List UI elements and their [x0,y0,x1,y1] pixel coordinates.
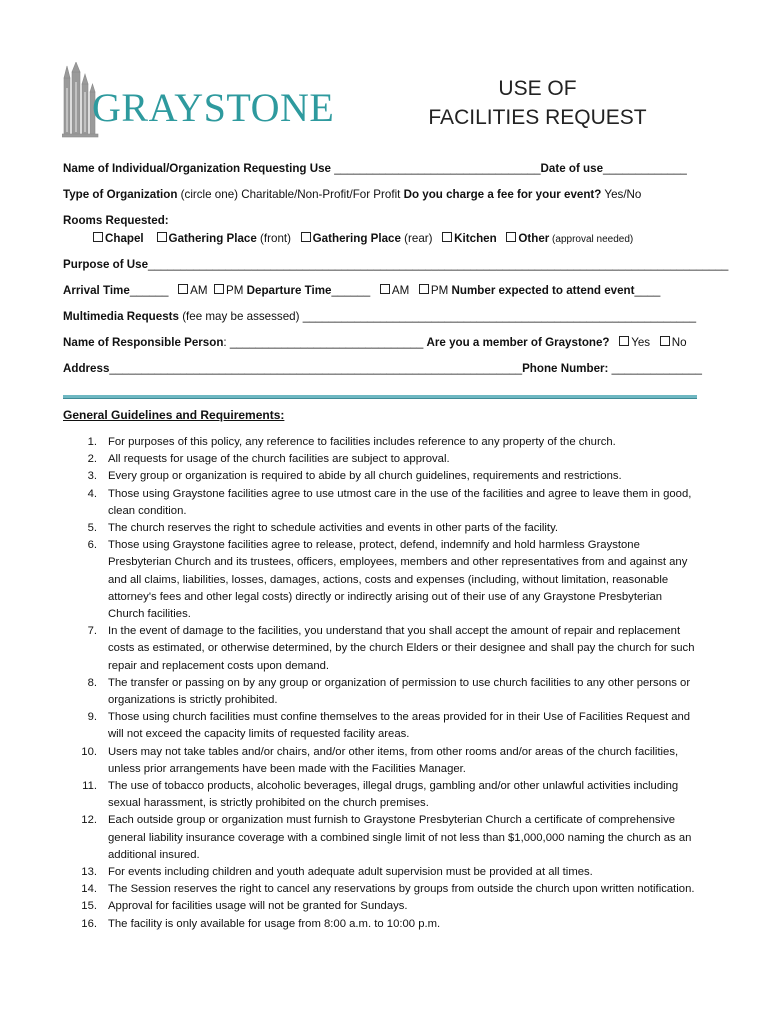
departure-pm-checkbox[interactable] [419,284,429,294]
guideline-text: The church reserves the right to schedule activities and events in other parts of the facility. [108,522,559,535]
kitchen-label: Kitchen [454,232,497,245]
guideline-text: All requests for usage of the church facilities are subject to approval. [108,453,450,466]
guideline-text: Users may not take tables and/or chairs, and/or other items, from other rooms and/or areas of the church facilities, unless prior arrangements have been made with the Facilities Manager. [108,745,679,775]
guideline-text: The transfer or passing on by any group or organization of permission to use church facilities to any other persons or organizations is strictly prohibited. [108,676,691,707]
guideline-item [63,520,699,537]
guideline-text: For events including children and youth adequate adult supervision must be provided at all times. [108,866,593,879]
chapel-label: Chapel [105,232,144,245]
chapel-checkbox[interactable] [93,232,103,242]
departure-am-checkbox[interactable] [380,284,390,294]
guideline-item [63,434,699,451]
guideline-number: 14. [81,883,97,896]
date-label: Date of use [540,162,604,175]
guideline-text: The facility is only available for usage from 8:00 a.m. to 10:00 p.m. [108,917,441,930]
purpose-label: Purpose of Use [63,258,149,271]
date-field[interactable]: _____________ [603,162,687,175]
guideline-text: The Session reserves the right to cancel any reservations by groups from outside the church upon written notification. [108,883,695,896]
multimedia-note: (fee may be assessed) [178,310,303,323]
time-row [63,284,660,297]
guideline-item [63,864,699,881]
guideline-item [63,744,699,778]
guideline-item [63,916,699,933]
guideline-number: 10. [81,745,97,758]
arrival-label: Arrival Time [63,284,130,297]
arrival-am-checkbox[interactable] [178,284,188,294]
address-field[interactable]: ________________________________________________________________ [109,362,523,375]
departure-label: Departure Time [246,284,332,297]
page-title [400,74,675,132]
guideline-number: 4. [87,487,97,500]
responsible-field[interactable]: : ______________________________ [223,336,427,349]
phone-field[interactable]: ______________ [611,362,702,375]
type-row [63,188,641,201]
other-label: Other [518,232,550,245]
guideline-item [63,675,699,709]
guideline-text: Those using Graystone facilities agree to release, protect, defend, indemnify and hold harmless Graystone Presbyterian Church and its trustees, officers, employees, members and other representatives from and against any and all claims, liabilities, losses, damages, actions, costs and expenses (including, without limitation, reasonable attorney's fees and other legal costs) directly or indirectly arising out of their use of any Graystone Presbyterian Church facilities. [108,539,688,621]
departure-field[interactable]: ______ [331,284,371,297]
name-field[interactable]: ________________________________ [330,162,541,175]
departure-am-label: AM [391,284,410,297]
arrival-pm-checkbox[interactable] [214,284,224,294]
guideline-number: 11. [82,780,97,793]
guideline-number: 3. [87,470,97,483]
fee-options[interactable]: Yes/No [601,188,642,201]
guideline-number: 1. [87,436,97,448]
arrival-field[interactable]: ______ [129,284,169,297]
gathering-front-note: (front) [256,232,291,245]
multimedia-row [63,310,696,323]
multimedia-label: Multimedia Requests [63,310,179,323]
guideline-item [63,623,699,675]
departure-pm-label: PM [430,284,449,297]
guideline-item [63,709,699,743]
responsible-row [63,336,687,349]
section-divider [63,395,697,399]
rooms-label: Rooms Requested: [63,214,169,227]
gathering-front-checkbox[interactable] [157,232,167,242]
guideline-number: 6. [87,539,97,552]
guideline-number: 13. [81,866,97,879]
responsible-label: Name of Responsible Person [63,336,224,349]
guideline-number: 2. [87,453,97,466]
guideline-text: Each outside group or organization must furnish to Graystone Presbyterian Church a certificate of comprehensive general liability insurance coverage with a combined single limit of not less than $1,000,000 naming the church as an additional insured. [108,814,692,861]
guideline-number: 8. [87,676,97,689]
member-no-checkbox[interactable] [660,336,670,346]
rooms-row [93,232,633,245]
guideline-text: Those using Graystone facilities agree to use utmost care in the use of the facilities and agree to leave them in good, clean condition. [108,487,692,517]
multimedia-field[interactable]: _____________________________________________________________ [302,310,697,323]
address-row [63,362,702,375]
logo-wordmark: GRAYSTONE [92,85,335,130]
guideline-number: 7. [87,625,97,638]
gathering-front-label: Gathering Place [168,232,257,245]
guideline-number: 15. [81,900,97,913]
guideline-number: 5. [87,522,97,535]
member-no-label: No [671,336,687,349]
arrival-am-label: AM [190,284,208,297]
guideline-item [63,898,699,915]
attend-label: Number expected to attend event [451,284,635,297]
guideline-item [63,881,699,898]
other-note: (approval needed) [549,234,634,245]
kitchen-checkbox[interactable] [442,232,452,242]
guideline-number: 12. [81,814,97,827]
guideline-text: Every group or organization is required to abide by all church guidelines, requirements and restrictions. [108,470,622,483]
gathering-rear-checkbox[interactable] [301,232,311,242]
other-checkbox[interactable] [506,232,516,242]
guideline-item [63,778,699,812]
member-label: Are you a member of Graystone? [426,336,610,349]
guideline-item [63,537,699,623]
guideline-item [63,812,699,864]
name-row [63,162,687,175]
guideline-text: Those using church facilities must confine themselves to the areas provided for in their Use of Facilities Request and will not exceed the capacity limits of requested facility areas. [108,711,691,741]
purpose-row [63,258,728,271]
guideline-number: 16. [81,917,97,930]
arrival-pm-label: PM [226,284,244,297]
name-label: Name of Individual/Organization Requesting Use [63,162,331,175]
guideline-text: The use of tobacco products, alcoholic beverages, illegal drugs, gambling and/or other unlawful activities including sexual harassment, is strictly prohibited on the church premises. [108,780,679,810]
attend-field[interactable]: ____ [634,284,661,297]
gathering-rear-label: Gathering Place [312,232,401,245]
type-options[interactable]: (circle one) Charitable/Non-Profit/For Profit [177,188,404,201]
rooms-label-row [63,214,169,227]
address-label: Address [63,362,110,375]
guideline-number: 9. [87,711,97,724]
guideline-text: Approval for facilities usage will not be granted for Sundays. [108,900,408,913]
guidelines-title: General Guidelines and Requirements: [63,408,285,422]
phone-label: Phone Number: [522,362,612,375]
gathering-rear-note: (rear) [400,232,433,245]
member-yes-checkbox[interactable] [619,336,629,346]
guideline-item [63,486,699,520]
guidelines-list [63,434,699,933]
fee-label: Do you charge a fee for your event? [403,188,602,201]
guideline-item [63,451,699,468]
guideline-text: In the event of damage to the facilities, you understand that you shall accept the amount of repair and replacement costs as estimated, or otherwise determined, by the church Elders or their designee and shall pay the church for such repair and replacement costs upon demand. [108,625,695,672]
guideline-item [63,468,699,485]
title-line-1: USE OF [498,77,577,100]
type-label: Type of Organization [63,188,178,201]
title-line-2: FACILITIES REQUEST [428,106,647,129]
purpose-field[interactable]: __________________________________________________________________________________________ [148,258,729,271]
member-yes-label: Yes [631,336,651,349]
guideline-text: For purposes of this policy, any reference to facilities includes reference to any property of the church. [108,436,616,448]
